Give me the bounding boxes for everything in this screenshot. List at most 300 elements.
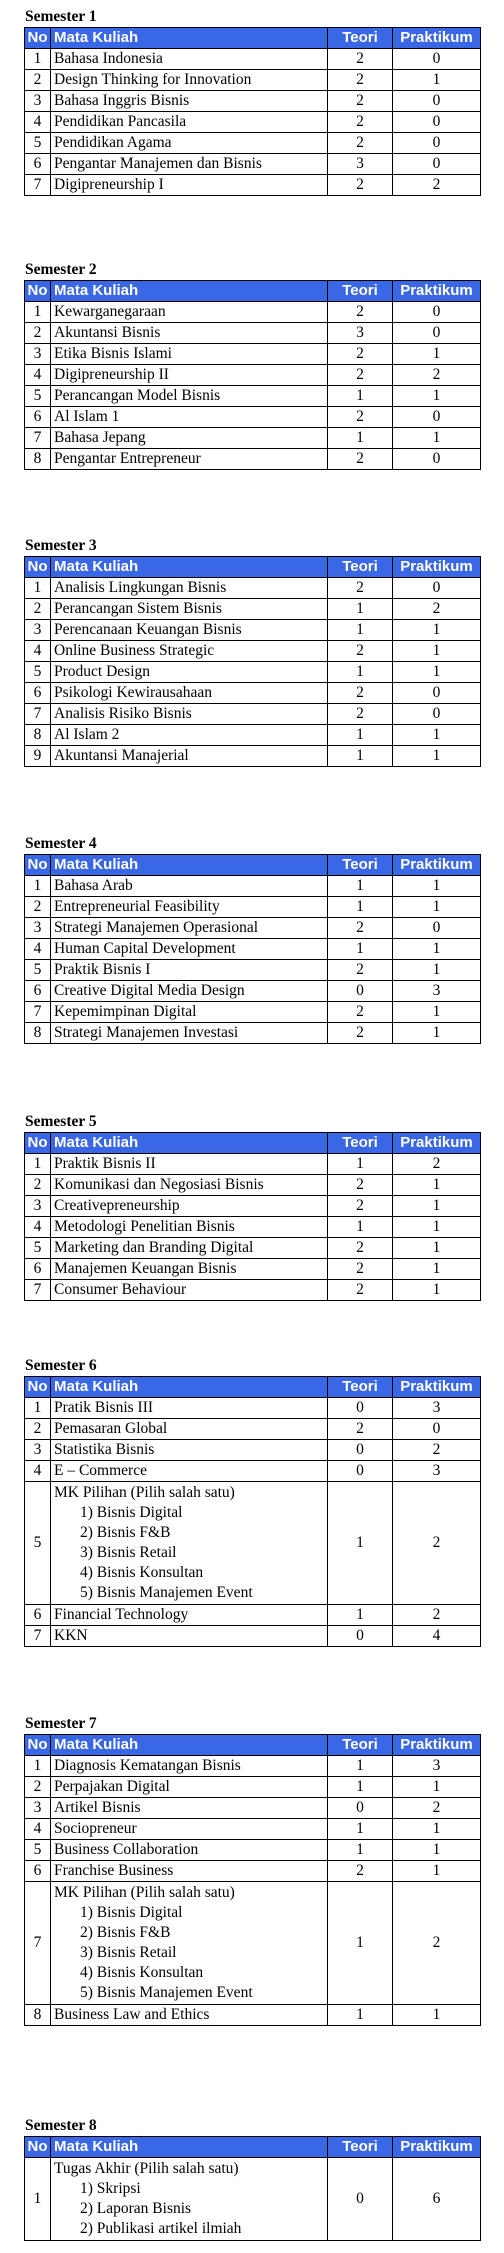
elective-option: 3) Bisnis Retail	[80, 1944, 177, 1961]
table-row	[25, 1861, 481, 1882]
teori-credits: 1	[328, 662, 393, 683]
header-course-name: Mata Kuliah	[51, 281, 328, 302]
table-row	[25, 386, 481, 407]
course-name: Analisis Risiko Bisnis	[51, 704, 328, 725]
course-number: 1	[25, 1154, 51, 1175]
praktikum-credits: 1	[393, 939, 481, 960]
praktikum-credits: 2	[393, 1605, 481, 1626]
course-number: 4	[25, 112, 51, 133]
praktikum-credits: 0	[393, 302, 481, 323]
course-name: Praktik Bisnis II	[51, 1154, 328, 1175]
praktikum-credits: 1	[393, 1861, 481, 1882]
course-name: Pemasaran Global	[51, 1419, 328, 1440]
teori-credits: 2	[328, 1419, 393, 1440]
teori-credits: 0	[328, 1798, 393, 1819]
praktikum-credits: 1	[393, 1196, 481, 1217]
elective-option: 5) Bisnis Manajemen Event	[80, 1584, 253, 1601]
table-row	[25, 1238, 481, 1259]
table-row	[25, 1217, 481, 1238]
teori-credits: 1	[328, 725, 393, 746]
praktikum-credits: 2	[393, 365, 481, 386]
table-header-row	[25, 855, 481, 876]
header-teori: Teori	[328, 281, 393, 302]
header-teori: Teori	[328, 1133, 393, 1154]
course-name: Consumer Behaviour	[51, 1280, 328, 1301]
teori-credits: 0	[328, 1440, 393, 1461]
praktikum-credits: 3	[393, 981, 481, 1002]
course-name: Product Design	[51, 662, 328, 683]
course-name: Creative Digital Media Design	[51, 981, 328, 1002]
course-name: Pengantar Manajemen dan Bisnis	[51, 154, 328, 175]
table-row	[25, 876, 481, 897]
table-row	[25, 918, 481, 939]
praktikum-credits: 4	[393, 1626, 481, 1647]
course-name: MK Pilihan (Pilih salah satu)	[54, 1484, 235, 1501]
table-row	[25, 449, 481, 470]
praktikum-credits: 1	[393, 641, 481, 662]
teori-credits: 0	[328, 2158, 393, 2241]
praktikum-credits: 2	[393, 1882, 481, 2005]
header-no: No	[25, 1735, 51, 1756]
praktikum-credits: 3	[393, 1461, 481, 1482]
course-number: 3	[25, 918, 51, 939]
course-number: 1	[25, 1756, 51, 1777]
praktikum-credits: 1	[393, 746, 481, 767]
course-name: Perancangan Model Bisnis	[51, 386, 328, 407]
table-row	[25, 897, 481, 918]
table-row	[25, 323, 481, 344]
course-name: Praktik Bisnis I	[51, 960, 328, 981]
course-number: 1	[25, 1398, 51, 1419]
teori-credits: 2	[328, 1023, 393, 1044]
course-number: 4	[25, 365, 51, 386]
course-name: Artikel Bisnis	[51, 1798, 328, 1819]
teori-credits: 1	[328, 1777, 393, 1798]
teori-credits: 1	[328, 897, 393, 918]
course-name: Entrepreneurial Feasibility	[51, 897, 328, 918]
course-number: 9	[25, 746, 51, 767]
elective-option: 4) Bisnis Konsultan	[80, 1564, 204, 1581]
elective-course-cell	[51, 2158, 328, 2241]
table-row	[25, 1461, 481, 1482]
course-name: Strategi Manajemen Investasi	[51, 1023, 328, 1044]
table-row	[25, 302, 481, 323]
course-number: 2	[25, 70, 51, 91]
elective-option: 1) Skripsi	[80, 2180, 141, 2197]
praktikum-credits: 0	[393, 578, 481, 599]
course-number: 6	[25, 154, 51, 175]
semester-title: Semester 5	[25, 1113, 97, 1130]
header-no: No	[25, 281, 51, 302]
praktikum-credits: 6	[393, 2158, 481, 2241]
table-row	[25, 1398, 481, 1419]
course-number: 7	[25, 704, 51, 725]
course-name: Pratik Bisnis III	[51, 1398, 328, 1419]
praktikum-credits: 0	[393, 704, 481, 725]
course-number: 3	[25, 91, 51, 112]
table-row	[25, 91, 481, 112]
course-number: 7	[25, 428, 51, 449]
header-no: No	[25, 1377, 51, 1398]
table-row	[25, 344, 481, 365]
praktikum-credits: 2	[393, 1440, 481, 1461]
course-name: Online Business Strategic	[51, 641, 328, 662]
praktikum-credits: 0	[393, 918, 481, 939]
table-row	[25, 70, 481, 91]
teori-credits: 2	[328, 302, 393, 323]
course-name: Bahasa Arab	[51, 876, 328, 897]
table-row	[25, 1840, 481, 1861]
teori-credits: 2	[328, 1259, 393, 1280]
header-course-name: Mata Kuliah	[51, 1133, 328, 1154]
course-name: Analisis Lingkungan Bisnis	[51, 578, 328, 599]
praktikum-credits: 1	[393, 662, 481, 683]
header-course-name: Mata Kuliah	[51, 28, 328, 49]
course-number: 3	[25, 1196, 51, 1217]
course-table	[24, 27, 481, 196]
table-row	[25, 1882, 481, 2005]
course-number: 8	[25, 2005, 51, 2026]
header-course-name: Mata Kuliah	[51, 855, 328, 876]
header-teori: Teori	[328, 1735, 393, 1756]
course-name: Perpajakan Digital	[51, 1777, 328, 1798]
course-number: 4	[25, 1461, 51, 1482]
elective-course-cell	[51, 1882, 328, 2005]
semester-section	[24, 1113, 480, 1301]
course-number: 7	[25, 1002, 51, 1023]
course-name: Komunikasi dan Negosiasi Bisnis	[51, 1175, 328, 1196]
praktikum-credits: 3	[393, 1398, 481, 1419]
table-row	[25, 49, 481, 70]
praktikum-credits: 2	[393, 599, 481, 620]
praktikum-credits: 0	[393, 323, 481, 344]
course-number: 2	[25, 897, 51, 918]
table-row	[25, 2158, 481, 2241]
course-name: Metodologi Penelitian Bisnis	[51, 1217, 328, 1238]
course-name: Pendidikan Agama	[51, 133, 328, 154]
praktikum-credits: 2	[393, 1154, 481, 1175]
semester-title: Semester 2	[25, 261, 97, 278]
course-number: 3	[25, 1798, 51, 1819]
course-name: Kepemimpinan Digital	[51, 1002, 328, 1023]
praktikum-credits: 1	[393, 1840, 481, 1861]
course-number: 6	[25, 981, 51, 1002]
course-name: Akuntansi Manajerial	[51, 746, 328, 767]
course-number: 2	[25, 1777, 51, 1798]
teori-credits: 2	[328, 449, 393, 470]
semester-section	[24, 8, 480, 196]
table-row	[25, 704, 481, 725]
semester-title: Semester 4	[25, 835, 97, 852]
course-table	[24, 854, 481, 1044]
course-number: 7	[25, 1626, 51, 1647]
table-row	[25, 428, 481, 449]
teori-credits: 2	[328, 1175, 393, 1196]
table-row	[25, 154, 481, 175]
table-header-row	[25, 2137, 481, 2158]
course-name: Statistika Bisnis	[51, 1440, 328, 1461]
course-number: 8	[25, 449, 51, 470]
course-table	[24, 1734, 481, 2026]
teori-credits: 1	[328, 620, 393, 641]
course-number: 6	[25, 1605, 51, 1626]
course-number: 1	[25, 2158, 51, 2241]
course-number: 3	[25, 344, 51, 365]
header-praktikum: Praktikum	[393, 557, 481, 578]
course-number: 6	[25, 407, 51, 428]
teori-credits: 1	[328, 1819, 393, 1840]
header-no: No	[25, 28, 51, 49]
header-praktikum: Praktikum	[393, 1735, 481, 1756]
course-table	[24, 556, 481, 767]
course-name: E – Commerce	[51, 1461, 328, 1482]
praktikum-credits: 1	[393, 1259, 481, 1280]
table-row	[25, 175, 481, 196]
header-praktikum: Praktikum	[393, 2137, 481, 2158]
teori-credits: 1	[328, 746, 393, 767]
elective-option: 3) Bisnis Retail	[80, 1544, 177, 1561]
table-row	[25, 1626, 481, 1647]
course-name: Business Law and Ethics	[51, 2005, 328, 2026]
course-number: 1	[25, 49, 51, 70]
semester-section	[24, 1715, 480, 2026]
elective-option: 4) Bisnis Konsultan	[80, 1964, 204, 1981]
table-row	[25, 1154, 481, 1175]
course-number: 5	[25, 960, 51, 981]
praktikum-credits: 2	[393, 1798, 481, 1819]
teori-credits: 0	[328, 1461, 393, 1482]
table-header-row	[25, 281, 481, 302]
course-name: Bahasa Indonesia	[51, 49, 328, 70]
teori-credits: 2	[328, 641, 393, 662]
teori-credits: 2	[328, 344, 393, 365]
praktikum-credits: 0	[393, 133, 481, 154]
header-course-name: Mata Kuliah	[51, 2137, 328, 2158]
praktikum-credits: 1	[393, 386, 481, 407]
praktikum-credits: 1	[393, 428, 481, 449]
course-number: 1	[25, 876, 51, 897]
praktikum-credits: 1	[393, 960, 481, 981]
teori-credits: 0	[328, 981, 393, 1002]
teori-credits: 1	[328, 2005, 393, 2026]
header-praktikum: Praktikum	[393, 1133, 481, 1154]
course-number: 7	[25, 1882, 51, 2005]
course-number: 2	[25, 1175, 51, 1196]
teori-credits: 2	[328, 1238, 393, 1259]
table-row	[25, 365, 481, 386]
course-name: Human Capital Development	[51, 939, 328, 960]
header-teori: Teori	[328, 557, 393, 578]
header-teori: Teori	[328, 1377, 393, 1398]
course-number: 5	[25, 1840, 51, 1861]
praktikum-credits: 0	[393, 1419, 481, 1440]
table-row	[25, 1175, 481, 1196]
course-number: 4	[25, 939, 51, 960]
table-row	[25, 112, 481, 133]
table-row	[25, 1798, 481, 1819]
praktikum-credits: 1	[393, 620, 481, 641]
teori-credits: 2	[328, 1861, 393, 1882]
teori-credits: 2	[328, 49, 393, 70]
course-name: Creativepreneurship	[51, 1196, 328, 1217]
semester-title: Semester 3	[25, 537, 97, 554]
praktikum-credits: 1	[393, 876, 481, 897]
praktikum-credits: 3	[393, 1756, 481, 1777]
course-name: Al Islam 2	[51, 725, 328, 746]
teori-credits: 1	[328, 876, 393, 897]
teori-credits: 2	[328, 91, 393, 112]
teori-credits: 3	[328, 154, 393, 175]
course-table	[24, 1132, 481, 1301]
table-row	[25, 599, 481, 620]
course-number: 6	[25, 1861, 51, 1882]
course-name: Psikologi Kewirausahaan	[51, 683, 328, 704]
table-row	[25, 746, 481, 767]
header-praktikum: Praktikum	[393, 28, 481, 49]
praktikum-credits: 0	[393, 407, 481, 428]
elective-option: 1) Bisnis Digital	[80, 1904, 183, 1921]
table-row	[25, 2005, 481, 2026]
praktikum-credits: 1	[393, 725, 481, 746]
praktikum-credits: 0	[393, 49, 481, 70]
semester-title: Semester 7	[25, 1715, 97, 1732]
teori-credits: 2	[328, 133, 393, 154]
course-name: Bahasa Inggris Bisnis	[51, 91, 328, 112]
praktikum-credits: 1	[393, 344, 481, 365]
elective-option: 2) Laporan Bisnis	[80, 2200, 192, 2217]
praktikum-credits: 1	[393, 1023, 481, 1044]
course-number: 8	[25, 725, 51, 746]
header-course-name: Mata Kuliah	[51, 1735, 328, 1756]
course-number: 2	[25, 599, 51, 620]
table-row	[25, 725, 481, 746]
course-number: 3	[25, 1440, 51, 1461]
praktikum-credits: 1	[393, 1280, 481, 1301]
teori-credits: 1	[328, 599, 393, 620]
praktikum-credits: 0	[393, 683, 481, 704]
semester-title: Semester 6	[25, 1357, 97, 1374]
semester-title: Semester 1	[25, 8, 97, 25]
semester-section	[24, 261, 480, 470]
table-header-row	[25, 1133, 481, 1154]
table-header-row	[25, 1735, 481, 1756]
teori-credits: 1	[328, 1756, 393, 1777]
course-name: Al Islam 1	[51, 407, 328, 428]
header-praktikum: Praktikum	[393, 1377, 481, 1398]
elective-course-cell	[51, 1482, 328, 1605]
course-name: Akuntansi Bisnis	[51, 323, 328, 344]
course-name: Pengantar Entrepreneur	[51, 449, 328, 470]
table-row	[25, 578, 481, 599]
teori-credits: 0	[328, 1398, 393, 1419]
header-teori: Teori	[328, 2137, 393, 2158]
course-name: Business Collaboration	[51, 1840, 328, 1861]
praktikum-credits: 0	[393, 91, 481, 112]
course-number: 3	[25, 620, 51, 641]
course-name: Tugas Akhir (Pilih salah satu)	[54, 2160, 239, 2177]
praktikum-credits: 0	[393, 449, 481, 470]
teori-credits: 2	[328, 1280, 393, 1301]
table-row	[25, 939, 481, 960]
course-number: 1	[25, 578, 51, 599]
teori-credits: 3	[328, 323, 393, 344]
praktikum-credits: 1	[393, 1217, 481, 1238]
teori-credits: 1	[328, 428, 393, 449]
course-number: 4	[25, 1819, 51, 1840]
table-row	[25, 1280, 481, 1301]
course-name: MK Pilihan (Pilih salah satu)	[54, 1884, 235, 1901]
table-row	[25, 641, 481, 662]
course-number: 4	[25, 641, 51, 662]
praktikum-credits: 1	[393, 1819, 481, 1840]
course-table	[24, 1376, 481, 1647]
table-row	[25, 1819, 481, 1840]
teori-credits: 2	[328, 407, 393, 428]
teori-credits: 2	[328, 704, 393, 725]
course-table	[24, 280, 481, 470]
praktikum-credits: 0	[393, 112, 481, 133]
header-course-name: Mata Kuliah	[51, 557, 328, 578]
praktikum-credits: 1	[393, 1777, 481, 1798]
teori-credits: 2	[328, 365, 393, 386]
elective-option: 2) Bisnis F&B	[80, 1524, 171, 1541]
teori-credits: 1	[328, 1217, 393, 1238]
praktikum-credits: 1	[393, 1002, 481, 1023]
course-name: Manajemen Keuangan Bisnis	[51, 1259, 328, 1280]
course-name: Franchise Business	[51, 1861, 328, 1882]
course-name: Etika Bisnis Islami	[51, 344, 328, 365]
semester-section	[24, 537, 480, 767]
teori-credits: 2	[328, 918, 393, 939]
teori-credits: 2	[328, 960, 393, 981]
semester-section	[24, 1357, 480, 1647]
course-number: 2	[25, 323, 51, 344]
course-name: Design Thinking for Innovation	[51, 70, 328, 91]
table-row	[25, 662, 481, 683]
teori-credits: 1	[328, 1882, 393, 2005]
course-number: 6	[25, 683, 51, 704]
header-no: No	[25, 2137, 51, 2158]
table-row	[25, 960, 481, 981]
course-name: Bahasa Jepang	[51, 428, 328, 449]
teori-credits: 1	[328, 1840, 393, 1861]
table-header-row	[25, 557, 481, 578]
praktikum-credits: 1	[393, 1175, 481, 1196]
course-number: 4	[25, 1217, 51, 1238]
praktikum-credits: 1	[393, 70, 481, 91]
teori-credits: 2	[328, 70, 393, 91]
teori-credits: 2	[328, 578, 393, 599]
teori-credits: 2	[328, 683, 393, 704]
header-praktikum: Praktikum	[393, 855, 481, 876]
course-number: 2	[25, 1419, 51, 1440]
praktikum-credits: 2	[393, 1482, 481, 1605]
course-name: Strategi Manajemen Operasional	[51, 918, 328, 939]
semester-title: Semester 8	[25, 2117, 97, 2134]
course-number: 6	[25, 1259, 51, 1280]
teori-credits: 2	[328, 112, 393, 133]
praktikum-credits: 1	[393, 2005, 481, 2026]
table-header-row	[25, 28, 481, 49]
table-row	[25, 407, 481, 428]
elective-option: 1) Bisnis Digital	[80, 1504, 183, 1521]
course-number: 1	[25, 302, 51, 323]
course-number: 5	[25, 133, 51, 154]
course-name: Perancangan Sistem Bisnis	[51, 599, 328, 620]
table-row	[25, 683, 481, 704]
table-row	[25, 1777, 481, 1798]
course-name: Digipreneurship II	[51, 365, 328, 386]
